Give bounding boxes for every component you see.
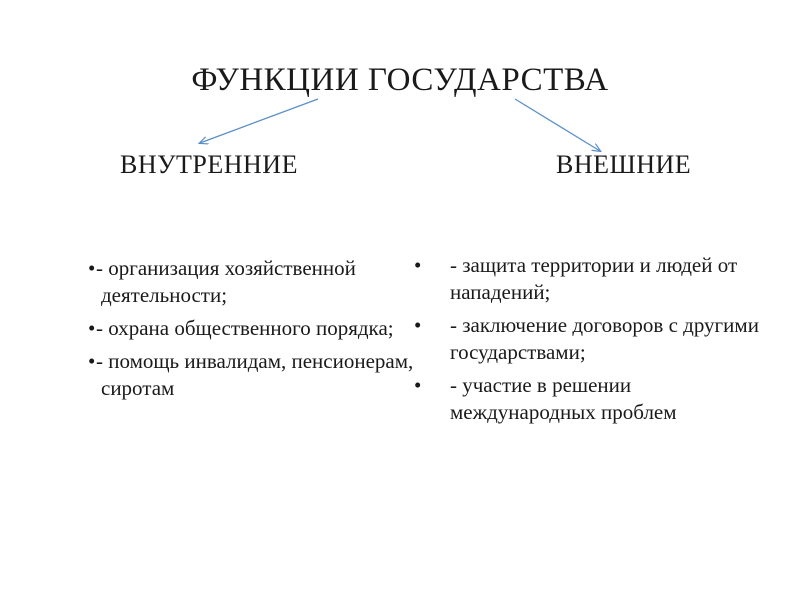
list-item [80, 315, 420, 342]
bullet-icon: • [88, 316, 96, 340]
list-item [80, 255, 420, 309]
bullet-icon: • [414, 373, 422, 397]
list-item [414, 312, 764, 366]
list-item-text: - организация хозяйственной деятельности; [96, 256, 356, 307]
list-item-text: - помощь инвалидам, пенсионерам, сиротам [96, 349, 414, 400]
bullet-icon: • [88, 256, 96, 280]
slide-title: ФУНКЦИИ ГОСУДАРСТВА [191, 62, 609, 98]
arrow-to-external [515, 99, 600, 151]
list-item-text: - защита территории и людей от нападений; [450, 253, 738, 304]
external-functions-list [414, 252, 764, 432]
list-item-text: - охрана общественного порядка; [96, 316, 394, 340]
bullet-icon: • [414, 253, 422, 277]
bullet-icon: • [414, 313, 422, 337]
internal-functions-list [80, 255, 420, 408]
list-item-text: - заключение договоров с другими государствами; [450, 313, 759, 364]
list-item [80, 348, 420, 402]
internal-functions-heading: ВНУТРЕННИЕ [120, 150, 298, 179]
bullet-icon: • [88, 349, 96, 373]
list-item [414, 252, 764, 306]
list-item-text: - участие в решении международных проблем [450, 373, 677, 424]
list-item [414, 372, 764, 426]
external-functions-heading: ВНЕШНИЕ [556, 150, 692, 179]
arrow-to-internal [200, 99, 318, 143]
